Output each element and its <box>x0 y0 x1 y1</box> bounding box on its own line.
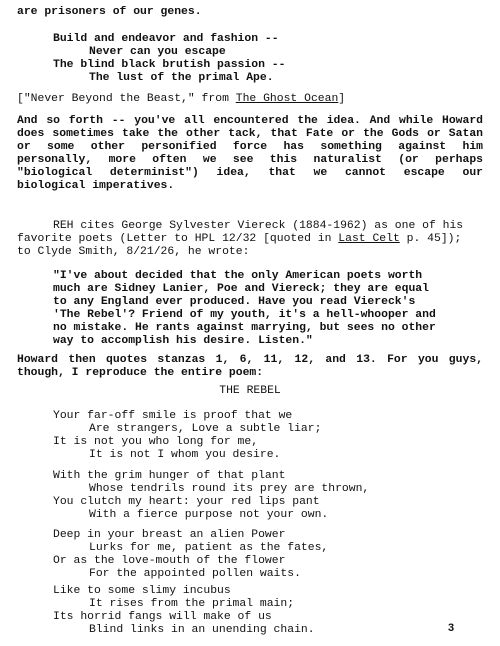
quote-line-2: much are Sidney Lanier, Poe and Viereck; they are equal <box>53 283 429 295</box>
poem1-line-1: Build and endeavor and fashion -- <box>53 33 279 45</box>
stanza2-line-2: Whose tendrils round its prey are thrown, <box>89 483 370 495</box>
stanza3-line-3: Or as the love-mouth of the flower <box>53 555 286 567</box>
stanza1-line-1: Your far-off smile is proof that we <box>53 410 293 422</box>
para1-line-4: personally, more often we see this naturalist (or perhaps <box>17 154 483 166</box>
para1-line-3: or some other personified force has something against him <box>17 141 483 153</box>
para3-line-2: though, I reproduce the entire poem: <box>17 367 264 379</box>
para1-line-1: And so forth -- you've all encountered the idea. And while Howard <box>17 115 483 127</box>
stanza3-line-1: Deep in your breast an alien Power <box>53 529 286 541</box>
stanza1-line-3: It is not you who long for me, <box>53 436 259 448</box>
stanza4-line-1: Like to some slimy incubus <box>53 585 231 597</box>
quote-line-6: way to accomplish his desire. Listen." <box>53 335 313 347</box>
poem1-line-4: The lust of the primal Ape. <box>89 72 274 84</box>
stanza3-line-4: For the appointed pollen waits. <box>89 568 301 580</box>
citation-book-title: The Ghost Ocean <box>235 93 339 105</box>
quote-line-1: "I've about decided that the only American poets worth <box>53 270 423 282</box>
para1-line-6: biological imperatives. <box>17 180 175 192</box>
stanza2-line-1: With the grim hunger of that plant <box>53 470 286 482</box>
poem1-line-2: Never can you escape <box>89 46 226 58</box>
stanza4-line-4: Blind links in an unending chain. <box>89 624 315 636</box>
citation: ["Never Beyond the Beast," from The Ghost Ocean] <box>17 93 346 105</box>
quote-line-5: no mistake. He rants against marrying, but sees no other <box>53 322 436 334</box>
quote-line-3: to any England ever produced. Have you read Viereck's <box>53 296 416 308</box>
para1-line-5: "biological determinist") idea, that we cannot escape our <box>17 167 483 179</box>
stanza1-line-2: Are strangers, Love a subtle liar; <box>89 423 322 435</box>
para2-line-1: REH cites George Sylvester Viereck (1884-1962) as one of his <box>53 220 464 232</box>
last-celt-title: Last Celt <box>338 233 400 245</box>
intro-line: are prisoners of our genes. <box>17 6 202 18</box>
poem-title: THE REBEL <box>219 385 281 397</box>
para2-line-3: to Clyde Smith, 8/21/26, he wrote: <box>17 246 250 258</box>
quote-line-4: 'The Rebel'? Friend of my youth, it's a hell-whooper and <box>53 309 436 321</box>
stanza4-line-2: It rises from the primal main; <box>89 598 295 610</box>
stanza2-line-4: With a fierce purpose not your own. <box>89 509 329 521</box>
stanza1-line-4: It is not I whom you desire. <box>89 449 281 461</box>
stanza3-line-2: Lurks for me, patient as the fates, <box>89 542 329 554</box>
para2-line-2: favorite poets (Letter to HPL 12/32 [quoted in Last Celt p. 45]); <box>17 233 462 245</box>
para3-line-1: Howard then quotes stanzas 1, 6, 11, 12, and 13. For you guys, <box>17 354 483 366</box>
page-number: 3 <box>448 622 455 634</box>
stanza4-line-3: Its horrid fangs will make of us <box>53 611 272 623</box>
poem1-line-3: The blind black brutish passion -- <box>53 59 286 71</box>
para1-line-2: does sometimes take the other tack, that Fate or the Gods or Satan <box>17 128 483 140</box>
stanza2-line-3: You clutch my heart: your red lips pant <box>53 496 320 508</box>
